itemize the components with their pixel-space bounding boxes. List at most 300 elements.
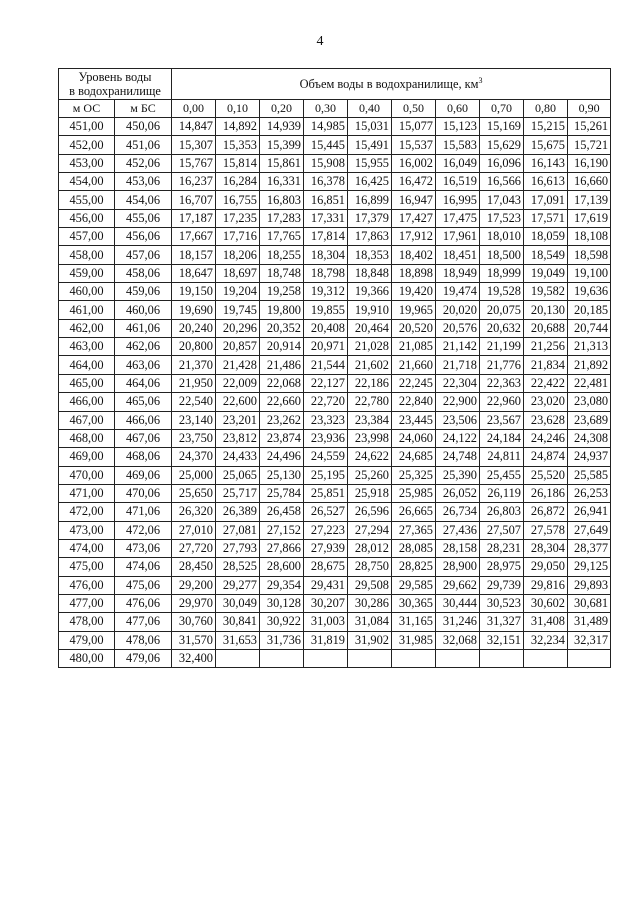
volume-cell: 27,578 [524, 521, 568, 539]
volume-cell: 19,582 [524, 283, 568, 301]
volume-cell: 21,313 [568, 338, 611, 356]
level-bs-cell: 472,06 [115, 521, 172, 539]
level-bs-cell: 456,06 [115, 228, 172, 246]
page-number: 4 [316, 34, 324, 49]
volume-cell: 15,031 [348, 118, 392, 136]
volume-cell: 27,793 [216, 539, 260, 557]
volume-cell: 15,583 [436, 136, 480, 154]
col-oc-header: м ОС [59, 100, 115, 118]
level-bs-cell: 453,06 [115, 173, 172, 191]
volume-cell: 17,283 [260, 209, 304, 227]
volume-cell: 28,158 [436, 539, 480, 557]
volume-cell: 27,939 [304, 539, 348, 557]
volume-cell: 29,970 [172, 594, 216, 612]
volume-cell [524, 649, 568, 667]
level-oc-cell: 452,00 [59, 136, 115, 154]
volume-cell: 19,474 [436, 283, 480, 301]
table-row [59, 246, 611, 264]
volume-cell: 15,215 [524, 118, 568, 136]
table-row [59, 558, 611, 576]
volume-cell: 15,767 [172, 154, 216, 172]
volume-cell: 18,451 [436, 246, 480, 264]
volume-cell: 16,049 [436, 154, 480, 172]
volume-cell: 17,619 [568, 209, 611, 227]
volume-cell: 21,486 [260, 356, 304, 374]
volume-cell: 22,720 [304, 393, 348, 411]
volume-cell: 25,985 [392, 484, 436, 502]
col-bs-header: м БС [115, 100, 172, 118]
volume-cell: 22,127 [304, 374, 348, 392]
table-row [59, 594, 611, 612]
volume-cell: 20,971 [304, 338, 348, 356]
volume-cell: 25,390 [436, 466, 480, 484]
volume-cell: 24,122 [436, 429, 480, 447]
volume-cell: 27,010 [172, 521, 216, 539]
volume-cell: 14,847 [172, 118, 216, 136]
volume-cell: 24,060 [392, 429, 436, 447]
level-bs-cell: 465,06 [115, 393, 172, 411]
volume-cell: 30,365 [392, 594, 436, 612]
volume-cell: 21,544 [304, 356, 348, 374]
volume-cell: 18,999 [480, 264, 524, 282]
fraction-header: 0,40 [348, 100, 392, 118]
table-body [59, 118, 611, 668]
level-oc-cell: 454,00 [59, 173, 115, 191]
volume-cell: 18,798 [304, 264, 348, 282]
volume-cell: 25,065 [216, 466, 260, 484]
level-oc-cell: 460,00 [59, 283, 115, 301]
volume-cell: 24,496 [260, 448, 304, 466]
volume-cell: 23,812 [216, 429, 260, 447]
table-row [59, 356, 611, 374]
volume-cell: 30,922 [260, 613, 304, 631]
volume-cell: 25,717 [216, 484, 260, 502]
volume-cell: 28,085 [392, 539, 436, 557]
level-bs-cell: 469,06 [115, 466, 172, 484]
volume-cell: 18,304 [304, 246, 348, 264]
volume-cell: 26,596 [348, 503, 392, 521]
volume-cell: 29,585 [392, 576, 436, 594]
level-bs-cell: 461,06 [115, 319, 172, 337]
volume-cell: 24,559 [304, 448, 348, 466]
table-row [59, 301, 611, 319]
volume-cell: 21,085 [392, 338, 436, 356]
fraction-header: 0,70 [480, 100, 524, 118]
table-row [59, 283, 611, 301]
level-oc-cell: 453,00 [59, 154, 115, 172]
volume-cell: 26,119 [480, 484, 524, 502]
volume-cell: 31,985 [392, 631, 436, 649]
volume-cell: 25,520 [524, 466, 568, 484]
level-oc-cell: 472,00 [59, 503, 115, 521]
volume-cell: 26,389 [216, 503, 260, 521]
volume-cell: 29,816 [524, 576, 568, 594]
volume-cell: 15,353 [216, 136, 260, 154]
volume-cell: 22,304 [436, 374, 480, 392]
volume-cell: 25,585 [568, 466, 611, 484]
volume-cell: 26,665 [392, 503, 436, 521]
level-bs-cell: 473,06 [115, 539, 172, 557]
volume-cell: 20,914 [260, 338, 304, 356]
volume-cell: 27,223 [304, 521, 348, 539]
volume-cell: 29,050 [524, 558, 568, 576]
volume-cell: 15,123 [436, 118, 480, 136]
volume-cell: 17,863 [348, 228, 392, 246]
volume-cell: 15,629 [480, 136, 524, 154]
table-row [59, 466, 611, 484]
volume-cell: 20,800 [172, 338, 216, 356]
table-row [59, 173, 611, 191]
water-volume-table [58, 68, 611, 668]
volume-cell: 19,150 [172, 283, 216, 301]
volume-cell: 21,256 [524, 338, 568, 356]
volume-cell: 32,400 [172, 649, 216, 667]
volume-cell: 28,304 [524, 539, 568, 557]
volume-cell: 20,632 [480, 319, 524, 337]
volume-cell: 27,436 [436, 521, 480, 539]
level-bs-cell: 468,06 [115, 448, 172, 466]
volume-cell: 19,204 [216, 283, 260, 301]
volume-cell: 25,455 [480, 466, 524, 484]
level-oc-cell: 465,00 [59, 374, 115, 392]
volume-cell: 20,688 [524, 319, 568, 337]
volume-cell: 25,784 [260, 484, 304, 502]
volume-cell: 18,898 [392, 264, 436, 282]
volume-cell: 25,195 [304, 466, 348, 484]
level-header-line1: Уровень воды [78, 70, 152, 84]
volume-header [172, 69, 611, 100]
volume-cell: 23,628 [524, 411, 568, 429]
volume-cell: 25,000 [172, 466, 216, 484]
level-oc-cell: 451,00 [59, 118, 115, 136]
volume-cell: 17,571 [524, 209, 568, 227]
volume-cell: 17,331 [304, 209, 348, 227]
fraction-header: 0,10 [216, 100, 260, 118]
volume-cell: 24,811 [480, 448, 524, 466]
volume-cell: 21,660 [392, 356, 436, 374]
level-bs-cell: 460,06 [115, 301, 172, 319]
volume-cell: 26,052 [436, 484, 480, 502]
volume-cell: 14,985 [304, 118, 348, 136]
volume-cell: 28,450 [172, 558, 216, 576]
volume-cell: 28,675 [304, 558, 348, 576]
level-bs-cell: 454,06 [115, 191, 172, 209]
volume-cell: 16,947 [392, 191, 436, 209]
table-row [59, 649, 611, 667]
level-bs-cell: 457,06 [115, 246, 172, 264]
level-bs-cell: 463,06 [115, 356, 172, 374]
volume-cell: 23,445 [392, 411, 436, 429]
level-bs-cell: 452,06 [115, 154, 172, 172]
level-oc-cell: 461,00 [59, 301, 115, 319]
volume-cell: 17,475 [436, 209, 480, 227]
volume-cell: 18,949 [436, 264, 480, 282]
volume-cell: 17,379 [348, 209, 392, 227]
volume-cell: 19,100 [568, 264, 611, 282]
volume-cell: 15,675 [524, 136, 568, 154]
volume-cell: 21,718 [436, 356, 480, 374]
volume-cell: 17,091 [524, 191, 568, 209]
volume-cell: 19,636 [568, 283, 611, 301]
volume-cell: 28,900 [436, 558, 480, 576]
level-oc-cell: 471,00 [59, 484, 115, 502]
volume-cell: 23,262 [260, 411, 304, 429]
volume-cell: 23,689 [568, 411, 611, 429]
volume-cell: 15,955 [348, 154, 392, 172]
volume-cell: 14,939 [260, 118, 304, 136]
volume-cell: 15,077 [392, 118, 436, 136]
volume-cell: 30,681 [568, 594, 611, 612]
volume-header-text: Объем воды в водохранилище, км [299, 77, 479, 92]
volume-cell: 15,169 [480, 118, 524, 136]
volume-cell: 29,893 [568, 576, 611, 594]
volume-cell: 19,049 [524, 264, 568, 282]
volume-cell: 22,481 [568, 374, 611, 392]
volume-cell: 18,402 [392, 246, 436, 264]
table-row [59, 374, 611, 392]
volume-cell: 17,716 [216, 228, 260, 246]
volume-cell: 23,998 [348, 429, 392, 447]
volume-cell: 25,851 [304, 484, 348, 502]
table-row [59, 484, 611, 502]
level-header-line2: в водохранилище [69, 84, 161, 98]
table-row [59, 228, 611, 246]
table-row [59, 191, 611, 209]
volume-cell: 27,649 [568, 521, 611, 539]
level-bs-cell: 466,06 [115, 411, 172, 429]
volume-cell: 18,647 [172, 264, 216, 282]
volume-cell: 16,613 [524, 173, 568, 191]
volume-cell: 28,600 [260, 558, 304, 576]
table-row [59, 613, 611, 631]
volume-cell: 22,960 [480, 393, 524, 411]
volume-cell: 23,140 [172, 411, 216, 429]
volume-cell: 19,420 [392, 283, 436, 301]
volume-cell: 27,294 [348, 521, 392, 539]
level-bs-cell: 470,06 [115, 484, 172, 502]
volume-cell: 28,525 [216, 558, 260, 576]
table-row [59, 411, 611, 429]
volume-cell: 23,384 [348, 411, 392, 429]
volume-cell [348, 649, 392, 667]
table-row [59, 393, 611, 411]
volume-cell: 30,286 [348, 594, 392, 612]
volume-cell: 30,049 [216, 594, 260, 612]
volume-cell: 18,848 [348, 264, 392, 282]
level-bs-cell: 475,06 [115, 576, 172, 594]
volume-cell: 22,780 [348, 393, 392, 411]
volume-cell: 24,246 [524, 429, 568, 447]
volume-cell: 31,489 [568, 613, 611, 631]
volume-cell: 22,600 [216, 393, 260, 411]
level-oc-cell: 468,00 [59, 429, 115, 447]
volume-unit-sup: 3 [478, 75, 483, 85]
volume-cell: 27,152 [260, 521, 304, 539]
volume-cell: 31,570 [172, 631, 216, 649]
volume-cell: 21,776 [480, 356, 524, 374]
volume-cell: 20,744 [568, 319, 611, 337]
level-header [59, 69, 172, 100]
volume-cell: 23,323 [304, 411, 348, 429]
volume-cell: 31,819 [304, 631, 348, 649]
volume-cell: 15,261 [568, 118, 611, 136]
volume-cell: 20,464 [348, 319, 392, 337]
volume-cell: 21,370 [172, 356, 216, 374]
volume-cell: 30,523 [480, 594, 524, 612]
level-oc-cell: 455,00 [59, 191, 115, 209]
volume-cell: 20,857 [216, 338, 260, 356]
volume-cell: 25,260 [348, 466, 392, 484]
volume-cell [392, 649, 436, 667]
volume-cell: 24,433 [216, 448, 260, 466]
volume-cell: 15,399 [260, 136, 304, 154]
volume-cell: 15,721 [568, 136, 611, 154]
volume-cell: 32,068 [436, 631, 480, 649]
volume-cell: 29,508 [348, 576, 392, 594]
table-row [59, 264, 611, 282]
volume-cell: 25,130 [260, 466, 304, 484]
volume-cell: 19,965 [392, 301, 436, 319]
table-row [59, 576, 611, 594]
volume-cell: 18,598 [568, 246, 611, 264]
volume-cell: 21,142 [436, 338, 480, 356]
volume-cell: 27,081 [216, 521, 260, 539]
fraction-header: 0,60 [436, 100, 480, 118]
table-row [59, 521, 611, 539]
volume-cell: 31,084 [348, 613, 392, 631]
volume-cell: 29,431 [304, 576, 348, 594]
level-oc-cell: 469,00 [59, 448, 115, 466]
volume-cell: 18,206 [216, 246, 260, 264]
volume-cell: 22,068 [260, 374, 304, 392]
fraction-header: 0,00 [172, 100, 216, 118]
volume-cell: 30,841 [216, 613, 260, 631]
volume-cell: 17,667 [172, 228, 216, 246]
level-oc-cell: 475,00 [59, 558, 115, 576]
volume-cell: 26,872 [524, 503, 568, 521]
volume-cell: 16,331 [260, 173, 304, 191]
level-bs-cell: 476,06 [115, 594, 172, 612]
volume-cell [480, 649, 524, 667]
volume-cell: 22,009 [216, 374, 260, 392]
table-row [59, 539, 611, 557]
fraction-header: 0,20 [260, 100, 304, 118]
level-bs-cell: 477,06 [115, 613, 172, 631]
volume-cell: 29,277 [216, 576, 260, 594]
volume-cell [216, 649, 260, 667]
volume-cell: 23,936 [304, 429, 348, 447]
volume-cell: 16,851 [304, 191, 348, 209]
volume-cell: 19,528 [480, 283, 524, 301]
volume-cell: 18,059 [524, 228, 568, 246]
volume-cell: 28,825 [392, 558, 436, 576]
volume-cell: 31,653 [216, 631, 260, 649]
volume-cell: 25,918 [348, 484, 392, 502]
level-oc-cell: 458,00 [59, 246, 115, 264]
volume-cell: 16,566 [480, 173, 524, 191]
volume-cell: 21,199 [480, 338, 524, 356]
volume-cell: 29,739 [480, 576, 524, 594]
volume-cell: 21,428 [216, 356, 260, 374]
volume-cell: 16,472 [392, 173, 436, 191]
volume-cell: 19,855 [304, 301, 348, 319]
volume-cell: 16,995 [436, 191, 480, 209]
level-bs-cell: 455,06 [115, 209, 172, 227]
volume-cell: 26,458 [260, 503, 304, 521]
volume-cell: 19,366 [348, 283, 392, 301]
volume-cell: 26,253 [568, 484, 611, 502]
fraction-header: 0,30 [304, 100, 348, 118]
volume-cell: 17,765 [260, 228, 304, 246]
volume-cell: 28,231 [480, 539, 524, 557]
volume-cell: 22,186 [348, 374, 392, 392]
volume-cell: 26,527 [304, 503, 348, 521]
volume-cell: 16,096 [480, 154, 524, 172]
level-bs-cell: 479,06 [115, 649, 172, 667]
volume-cell: 16,143 [524, 154, 568, 172]
level-oc-cell: 473,00 [59, 521, 115, 539]
volume-cell: 17,814 [304, 228, 348, 246]
volume-cell: 28,377 [568, 539, 611, 557]
volume-cell: 17,912 [392, 228, 436, 246]
volume-cell: 20,576 [436, 319, 480, 337]
volume-cell: 21,892 [568, 356, 611, 374]
volume-cell: 15,861 [260, 154, 304, 172]
level-bs-cell: 464,06 [115, 374, 172, 392]
volume-cell: 23,020 [524, 393, 568, 411]
volume-cell [436, 649, 480, 667]
volume-cell: 16,519 [436, 173, 480, 191]
volume-cell: 24,874 [524, 448, 568, 466]
volume-cell: 18,500 [480, 246, 524, 264]
volume-cell: 31,327 [480, 613, 524, 631]
level-oc-cell: 467,00 [59, 411, 115, 429]
volume-cell: 20,240 [172, 319, 216, 337]
volume-cell: 16,284 [216, 173, 260, 191]
volume-cell: 32,317 [568, 631, 611, 649]
level-oc-cell: 479,00 [59, 631, 115, 649]
volume-cell: 31,902 [348, 631, 392, 649]
volume-cell [568, 649, 611, 667]
volume-cell: 24,937 [568, 448, 611, 466]
volume-cell: 20,352 [260, 319, 304, 337]
volume-cell: 21,950 [172, 374, 216, 392]
level-oc-cell: 470,00 [59, 466, 115, 484]
volume-cell: 16,378 [304, 173, 348, 191]
volume-cell: 31,736 [260, 631, 304, 649]
volume-cell: 19,910 [348, 301, 392, 319]
volume-cell: 22,540 [172, 393, 216, 411]
volume-cell: 20,130 [524, 301, 568, 319]
volume-cell: 23,567 [480, 411, 524, 429]
volume-cell: 15,491 [348, 136, 392, 154]
volume-cell: 21,834 [524, 356, 568, 374]
volume-cell: 24,308 [568, 429, 611, 447]
volume-cell: 19,690 [172, 301, 216, 319]
volume-cell: 27,866 [260, 539, 304, 557]
volume-cell: 15,537 [392, 136, 436, 154]
volume-cell: 24,370 [172, 448, 216, 466]
level-oc-cell: 474,00 [59, 539, 115, 557]
volume-cell: 21,602 [348, 356, 392, 374]
volume-cell: 16,190 [568, 154, 611, 172]
volume-cell: 16,899 [348, 191, 392, 209]
volume-cell: 26,803 [480, 503, 524, 521]
volume-cell: 22,900 [436, 393, 480, 411]
fraction-header: 0,50 [392, 100, 436, 118]
volume-cell: 26,734 [436, 503, 480, 521]
volume-cell: 23,506 [436, 411, 480, 429]
